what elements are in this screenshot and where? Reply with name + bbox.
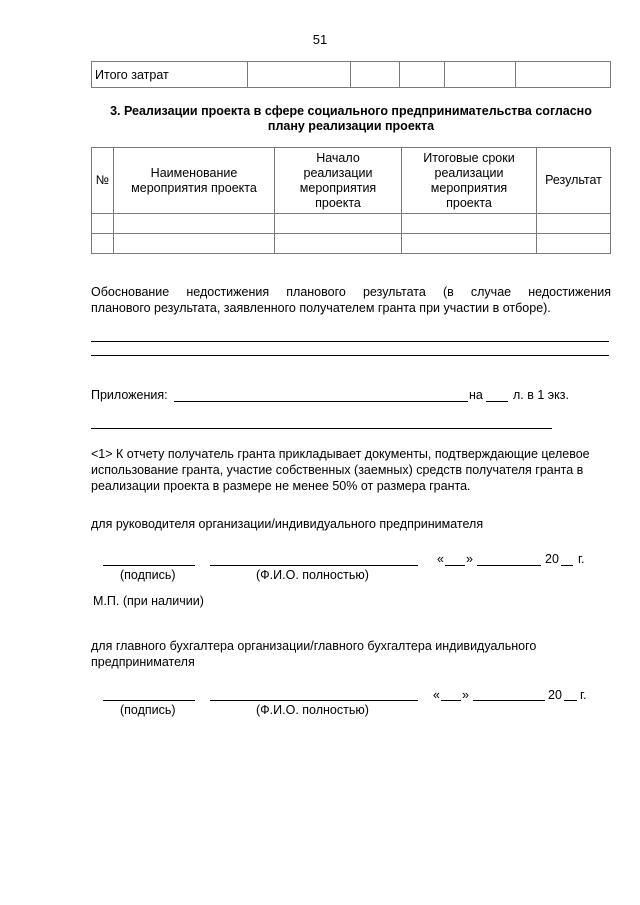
accountant-signature-line[interactable] [103, 700, 195, 701]
footnote-line: использование гранта, участие собственных (заемных) средств получателя гранта в [91, 463, 584, 477]
sheets-count-fill-line[interactable] [486, 401, 508, 402]
justification-paragraph [91, 284, 611, 316]
table-cell [275, 234, 402, 254]
section-title [91, 104, 611, 134]
col-header-final-dates: Итоговые сроки реализации мероприятия проекта [402, 148, 537, 214]
justification-fill-line[interactable] [91, 355, 609, 356]
footnote-line: реализации проекта в размере не менее 50% от размера гранта. [91, 479, 471, 493]
col-header-result: Результат [537, 148, 611, 214]
accountant-year-line[interactable] [564, 700, 577, 701]
table-row [92, 214, 611, 234]
table-row [92, 234, 611, 254]
head-block-title: для руководителя организации/индивидуального предпринимателя [91, 517, 484, 531]
table-cell [92, 234, 114, 254]
attachments-fill-line[interactable] [174, 401, 468, 402]
accountant-day-line[interactable] [441, 700, 461, 701]
attachments-extra-fill-line[interactable] [91, 428, 552, 429]
col-header-number: № [92, 148, 114, 214]
justification-fill-line[interactable] [91, 341, 609, 342]
table-cell [92, 214, 114, 234]
events-header-row [92, 148, 611, 214]
table-cell [537, 214, 611, 234]
totals-cell [445, 62, 516, 88]
col-header-start: Начало реализации мероприятия проекта [275, 148, 402, 214]
attachments-sheets-text: л. в 1 экз. [513, 388, 569, 402]
accountant-fio-line[interactable] [210, 700, 418, 701]
section-title-line: 3. Реализации проекта в сфере социального предпринимательства согласно [110, 104, 592, 118]
accountant-date-quote-open: « [433, 688, 440, 702]
accountant-month-line[interactable] [473, 700, 545, 701]
head-year-prefix: 20 [545, 552, 559, 566]
justification-line: Обоснование недостижения планового результата (в случае недостижения [91, 285, 611, 299]
events-table [91, 147, 611, 254]
head-fio-line[interactable] [210, 565, 418, 566]
head-year-line[interactable] [561, 565, 573, 566]
totals-cell [248, 62, 351, 88]
accountant-year-prefix: 20 [548, 688, 562, 702]
col-header-event-name: Наименование мероприятия проекта [114, 148, 275, 214]
head-signature-line[interactable] [103, 565, 195, 566]
accountant-block-title [91, 638, 611, 670]
table-cell [114, 234, 275, 254]
table-cell [402, 214, 537, 234]
accountant-title-line: предпринимателя [91, 655, 195, 669]
totals-label: Итого затрат [92, 62, 248, 88]
page-number: 51 [312, 32, 328, 47]
head-month-line[interactable] [477, 565, 541, 566]
accountant-date-quote-close: » [462, 688, 469, 702]
table-cell [402, 234, 537, 254]
footnote-paragraph [91, 446, 611, 494]
head-date-quote-open: « [437, 552, 444, 566]
head-day-line[interactable] [445, 565, 465, 566]
head-signature-label: (подпись) [120, 568, 176, 582]
table-cell [114, 214, 275, 234]
head-year-suffix: г. [578, 552, 585, 566]
totals-cell [351, 62, 400, 88]
accountant-signature-label: (подпись) [120, 703, 176, 717]
justification-line: планового результата, заявленного получателем гранта при участии в отборе). [91, 301, 551, 315]
totals-cell [516, 62, 611, 88]
accountant-year-suffix: г. [580, 688, 587, 702]
attachments-label: Приложения: [91, 388, 168, 402]
table-cell [537, 234, 611, 254]
footnote-line: <1> К отчету получатель гранта прикладывает документы, подтверждающие целевое [91, 447, 590, 461]
totals-row [92, 62, 611, 88]
totals-cell [400, 62, 445, 88]
stamp-label: М.П. (при наличии) [93, 594, 204, 608]
attachments-on-text: на [469, 388, 483, 402]
head-fio-label: (Ф.И.О. полностью) [256, 568, 369, 582]
head-date-quote-close: » [466, 552, 473, 566]
totals-table [91, 61, 611, 88]
accountant-title-line: для главного бухгалтера организации/главного бухгалтера индивидуального [91, 639, 537, 653]
accountant-fio-label: (Ф.И.О. полностью) [256, 703, 369, 717]
table-cell [275, 214, 402, 234]
section-title-line: плану реализации проекта [267, 119, 435, 133]
